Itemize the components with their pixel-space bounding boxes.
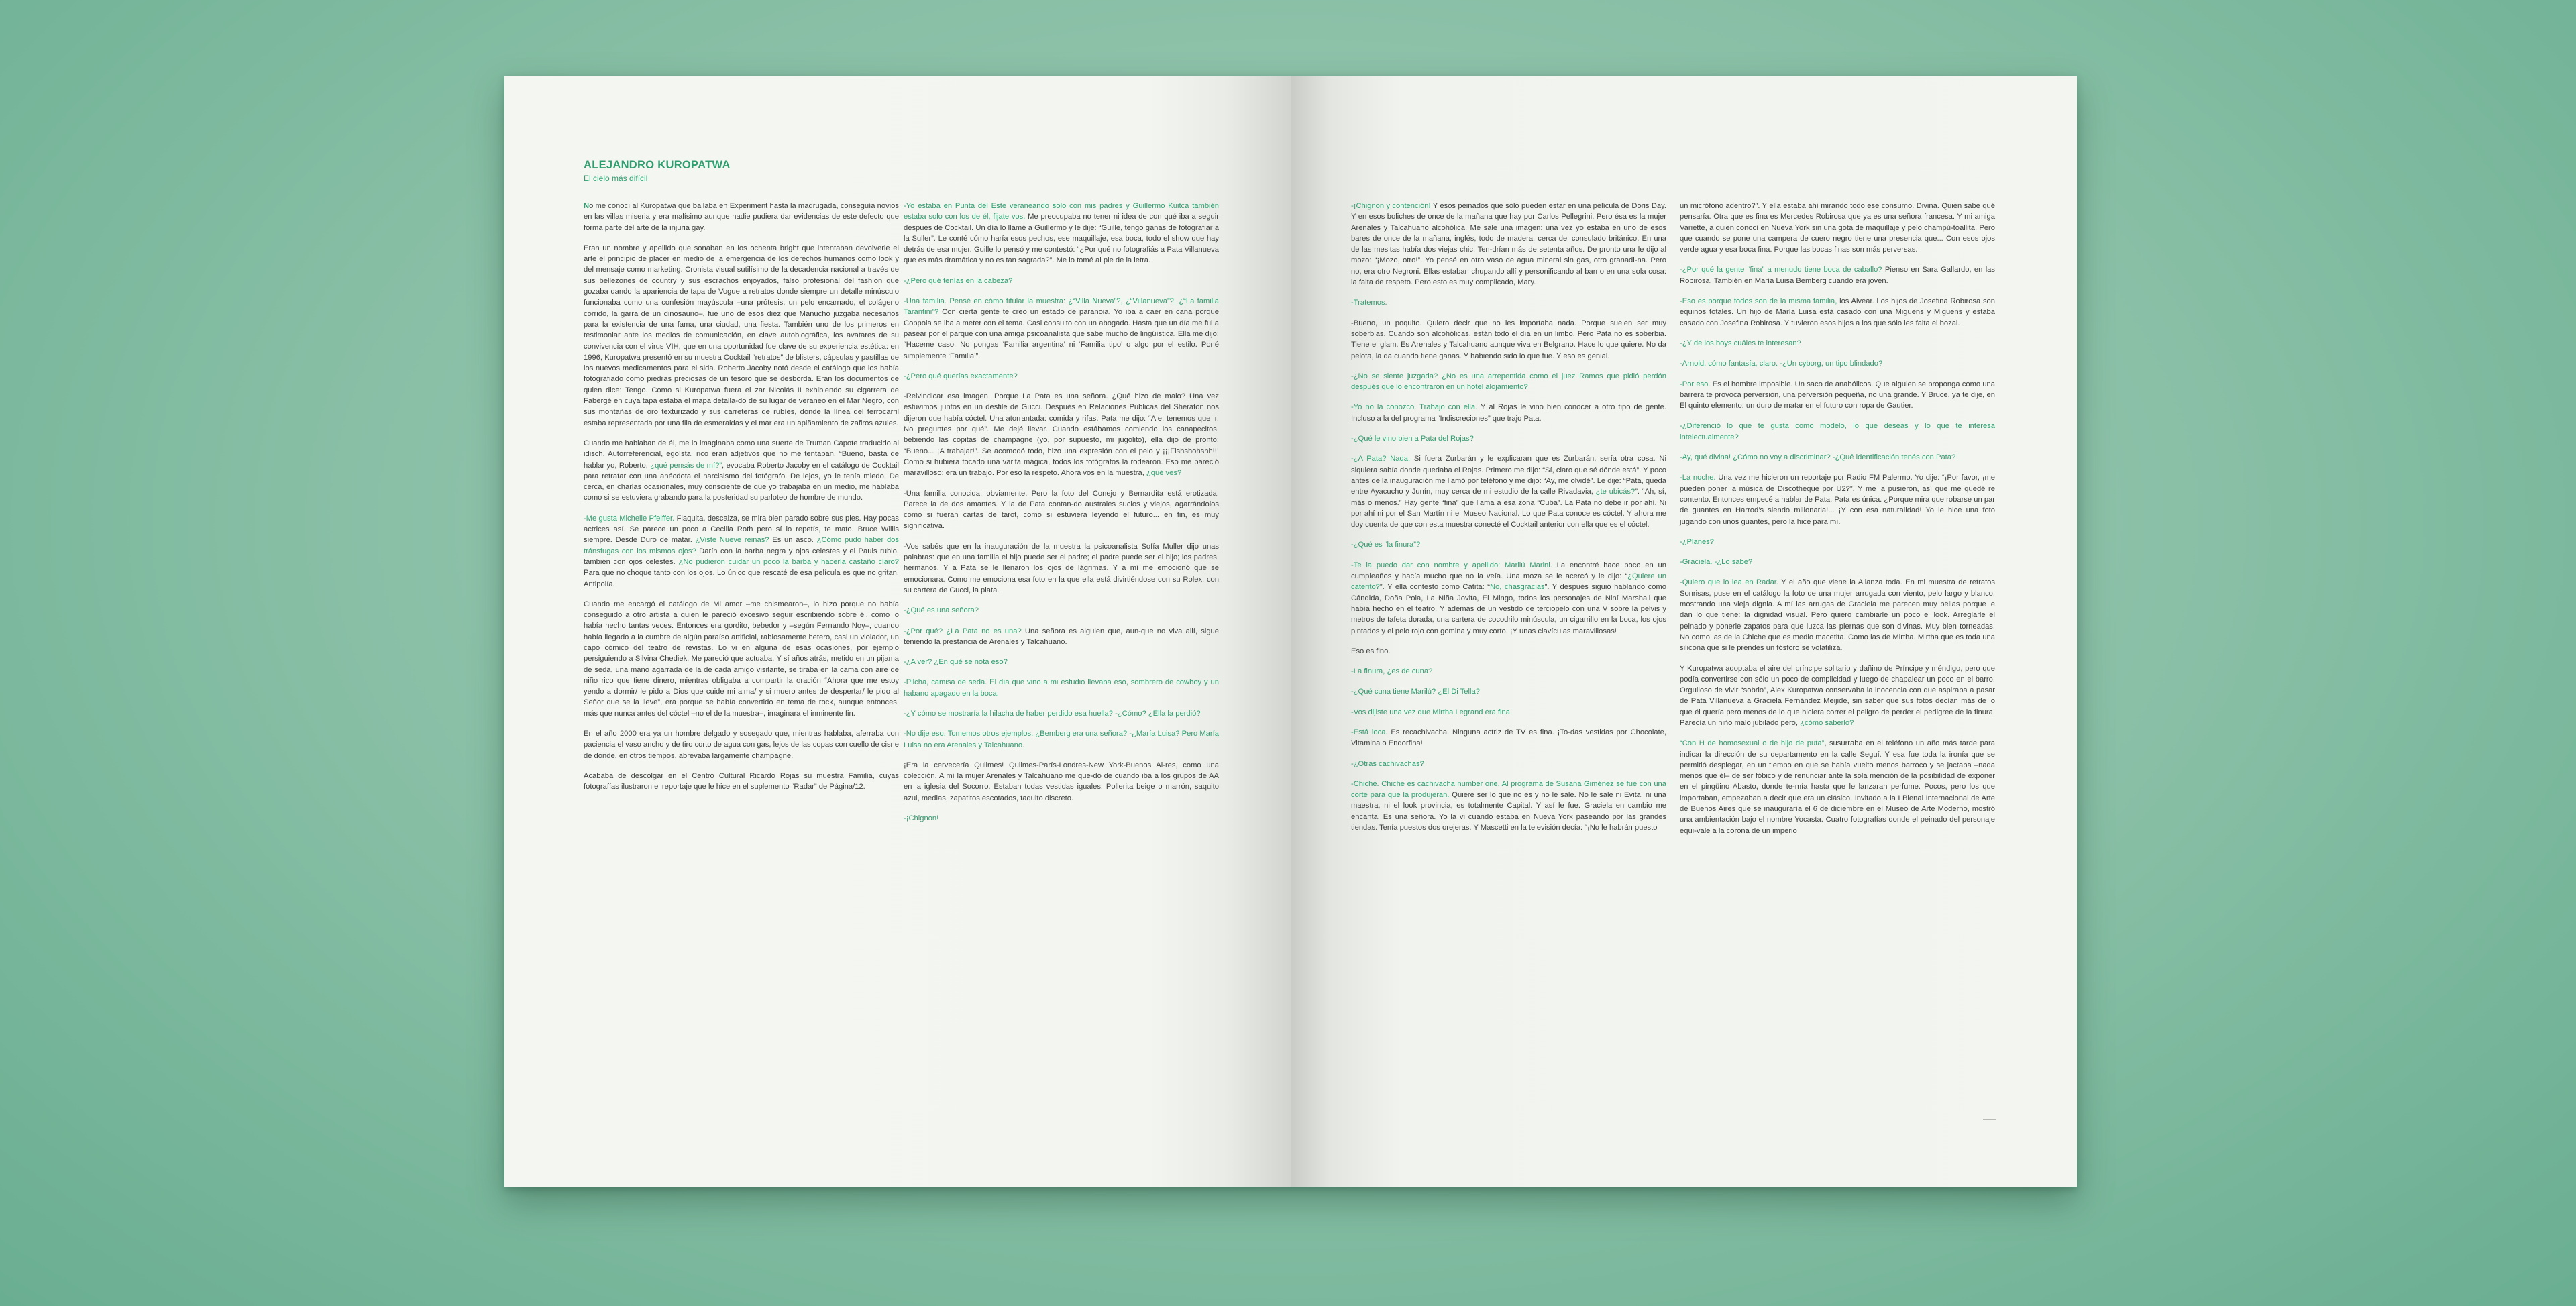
question-text: -¿Otras cachivachas?	[1351, 759, 1424, 768]
paragraph	[1351, 539, 1666, 550]
question-text: -Vos dijiste una vez que Mirtha Legrand era fina.	[1351, 708, 1513, 716]
question-text: -¿Qué es una señora?	[904, 606, 979, 615]
paragraph	[1351, 201, 1666, 288]
article-title: ALEJANDRO KUROPATWA	[584, 159, 731, 171]
body-text: Con cierta gente te creo un estado de paranoia. Yo iba a caer en cana porque Coppola se iba a meter con el tema. Casi consulto con un abogado. Hasta que un día me fui a pasear por el parque con una amiga psicoanalista que sabe mucho de lingüística. Ella me dijo: “Haceme caso. No pongas ‘Familia argentina’ ni ‘Familia tipo’ o algo por el estilo. Poné simplemente ‘Familia’”.	[904, 308, 1219, 360]
paragraph	[1680, 338, 1995, 349]
question-text: -¿Qué es “la finura”?	[1351, 541, 1421, 549]
text-column-1	[584, 201, 899, 802]
magazine-spread	[504, 76, 2077, 1187]
body-text: ”. “Ah, sí, más o menos.” Hay gente “fina” que llama a esa zona “Cuba”. La Pata no debe ir por ahí. Ni por ahí ni por el San Martín ni el Museo Nacional. Lo que Pata conoce es cóctel. Y ahora me doy cuenta de que con esta muestra conecté el Cocktail anterior con ella que es el cóctel.	[1351, 488, 1666, 529]
paragraph	[904, 708, 1219, 719]
paragraph	[1351, 759, 1666, 769]
question-text: “Con H de homosexual o de hijo de puta”	[1680, 739, 1825, 748]
body-text: Y al Rojas le vino bien conocer a otro tipo de gente. Incluso a la del programa “Indiscreciones” que trajo Pata.	[1351, 403, 1666, 423]
paragraph	[1680, 421, 1995, 443]
question-text: -¿Y de los boys cuáles te interesan?	[1680, 339, 1801, 347]
body-text: o me conocí al Kuropatwa que bailaba en Experiment hasta la madrugada, conseguía novios en las villas miseria y era malísimo aunque nadie pudiera dar evidencias de este defecto que forma parte del arte de la injuria gay.	[584, 202, 899, 232]
question-text: ¿te ubicás?	[1595, 488, 1635, 496]
paragraph	[1680, 663, 1995, 729]
article-heading	[584, 158, 899, 184]
paragraph	[1351, 779, 1666, 833]
question-text: -Pilcha, camisa de seda. El día que vino a mi estudio llevaba eso, sombrero de cowboy y un habano apagado en la boca.	[904, 678, 1219, 698]
body-text: ¡Era la cervecería Quilmes! Quilmes-París-Londres-New York-Buenos Ai-res, como una colección. A mí la mujer Arenales y Talcahuano me que-dó de cuando iba a los grupos de AA en la iglesia del Socorro. Estaban todas vestidas iguales. Pollerita beige o marrón, saquito azul, medias, zapatitos escotados, taquito discreto.	[904, 761, 1219, 802]
body-text: Es un asco.	[769, 536, 817, 545]
question-text: -Está loca.	[1351, 728, 1388, 737]
paragraph	[904, 813, 1219, 824]
question-text: -Quiero que lo lea en Radar.	[1680, 578, 1779, 587]
body-text: Me preocupaba no tener ni idea de con qué iba a seguir después de Cocktail. Un día lo llamé a Guillermo y le dije: “Guille, tengo ganas de fotografiar a la Suller”. Le conté cómo haría esos pechos, ese maquillaje, esa boca, todo el show que hay detrás de esa mujer. Guille lo pensó y me contestó: “¿Por qué no fotografiás a Pata Villanueva que es más dramática y no es tan sagrada?”. Me lo tomé al pie de la letra.	[904, 213, 1219, 265]
paragraph	[584, 513, 899, 590]
body-text: Si fuera Zurbarán y le explicaran que es Zurbarán, sería otra cosa. Ni siquiera sabía donde quedaba el Rojas. Primero me dijo: “Sí, claro que sé dónde está”. Y poco antes de la inauguración me llamó por teléfono y me dijo: “Ay, me olvidé”. Le dije: “Pata, queda entre Ayacucho y Junín, muy cerca de mi estudio de la calle Rivadavia,	[1351, 455, 1666, 496]
question-text: -Una familia. Pensé en cómo titular la muestra: ¿“Villa Nueva”?, ¿“Villanueva”?, ¿“La familia Tarantini”?	[904, 297, 1219, 317]
paragraph	[904, 391, 1219, 478]
question-text: -Me gusta Michelle Pfeiffer.	[584, 514, 675, 523]
body-text: Es recachivacha. Ninguna actriz de TV es fina. ¡To-das vestidas por Chocolate, Vitamina o Endorfina!	[1351, 728, 1667, 748]
question-text: -¿Y cómo se mostraría la hilacha de haber perdido esa huella? -¿Cómo? ¿Ella la perdió?	[904, 709, 1201, 718]
question-text: -Graciela. -¿Lo sabe?	[1680, 558, 1753, 567]
question-text: -¿Diferenció lo que te gusta como modelo, lo que deseás y lo que te interesa intelectualmente?	[1680, 422, 1995, 441]
body-text: ”. Y ella contestó como Catita: “	[1379, 583, 1490, 592]
paragraph	[1351, 560, 1666, 637]
paragraph	[1680, 537, 1995, 547]
paragraph	[1680, 452, 1995, 463]
body-text: En el año 2000 era ya un hombre delgado y sosegado que, mientras hablaba, aferraba con paciencia el vaso ancho y de tiro corto de agua con gas, lejos de las copas con cuello de cisne de donde, en otros tiempos, abrevaba largamente champagne.	[584, 730, 899, 760]
article-subtitle: El cielo más difícil	[584, 174, 648, 183]
paragraph	[1351, 707, 1666, 718]
question-text: -Ay, qué divina! ¿Cómo no voy a discriminar? -¿Qué identificación tenés con Pata?	[1680, 453, 1956, 462]
paragraph	[904, 488, 1219, 532]
body-text: Una vez me hicieron un reportaje por Radio FM Palermo. Yo dije: “¡Por favor, ¡me pueden poner la música de Discotheque por U2?”. Y me la pusieron, así que me quedé re contento. Entonces empecé a hablar de Pata. Pata es única. ¿Porque mira que robarse un par de guantes en Harrod’s siendo millonaria!... ¡Y con esa naturalidad! Yo le hice una foto jugando con unos guantes, pero la hice para mí.	[1680, 474, 1995, 526]
question-text: ¿qué pensás de mí?”	[650, 461, 722, 470]
paragraph	[1351, 666, 1666, 677]
body-text: Quiere ser lo que no es y no le sale. No le sale ni Evita, ni una maestra, ni el look provincia, es totalmente Capital. Y así le fue. Graciela en cambio me encanta. Es una señora. Yo la vi cuando estaba en Nueva York paseando por las grandes tiendas. Tenía puestos dos orejeras. Y Mascetti en la televisión decía: “¡No le habrán puesto	[1351, 791, 1666, 832]
body-text: , susurraba en el teléfono un año más tarde para indicar la dirección de su departamento en la calle Seguí. Y esa fue toda la ironía que se permitió desplegar, en un tiempo en que se había vuelto menos barroco y se jactaba –nada menos que él– de ser fóbico y de renunciar ante la sola mención de la posibilidad de exponer en el pingüino Abasto, donde te-mía hasta que le lanzaran perfume. Pocos, pero los que importaban, empezaban a decir que era un clásico. Invitado a la I Bienal Internacional de Arte de Buenos Aires que se inauguraría el 6 de diciembre en el Museo de Arte Moderno, mostró una ambientación bajo el nombre Yocasta. Cuatro fotografías donde el peinado del personaje equi-vale a la corona de un imperio	[1680, 739, 1995, 835]
question-text: ¿qué ves?	[1146, 469, 1182, 478]
question-text: -¿Pero qué querías exactamente?	[904, 372, 1018, 380]
question-text: ¿cómo saberlo?	[1800, 718, 1854, 727]
paragraph	[584, 771, 899, 793]
body-text: Es el hombre imposible. Un saco de anabólicos. Que alguien se proponga como una barrera te provoca perversión, una perversión pequeña, no una grande. Y Bruce, ya te dije, en El quinto elemento: un duro de matar en el futuro con ropa de Gautier.	[1680, 380, 1996, 411]
paragraph	[904, 677, 1219, 699]
question-text: -Por eso.	[1680, 380, 1711, 388]
question-text: ¿Viste Nueve reinas?	[695, 536, 769, 545]
body-text: Eran un nombre y apellido que sonaban en los ochenta bright que intentaban devolverle el arte el principio de placer en medio de la emergencia de los derechos humanos como look y del mensaje como marketing. Cronista visual sutilísimo de la decadencia nacional a través de sus bellezones de country y sus escrachos enjoyados, falso profesional del fashion que gozaba dando la apariencia de tapa de Vogue a retratos donde siempre un detalle minúsculo funcionaba como una confesión mayúscula –una prótesis, un pelo encarnado, el colágeno corrido, la garra de un dinosaurio–, fue uno de esos diez que Manucho juzgaba necesarios para la existencia de una fama, una ciudad, una fiesta. También uno de los primeros en testimoniar ante los medios de comunicación, en clave autobiográfica, los avatares de su convivencia con el virus VIH, que en una oportunidad fue clave de su experiencia estética: en 1996, Kuropatwa presentó en su muestra Cocktail “retratos” de blisters, cápsulas y pastillas de los nuevos medicamentos para el sida. Roberto Jacoby notó desde el catálogo que los había fotografiado como piedras preciosas de un tesoro que se desborda. Eran los documentos de quien dice: Tengo. Como si Kuropatwa fuera el zar Nicolás II exhibiendo su cigarrera de Fabergé en cuya tapa estaba el mapa detalla-do de su lugar de veraneo en el Mar Negro, con sus montañas de oro texturizado y sus carreteras de rubíes, donde la línea del ferrocarril estaba representada por una fila de esmeraldas y el mar era un apiñamiento de zafiros azules.	[584, 243, 899, 427]
paragraph	[1351, 402, 1666, 424]
paragraph	[904, 728, 1219, 751]
text-column-2	[904, 201, 1219, 833]
paragraph	[584, 243, 899, 429]
question-text: -¿Por qué? ¿La Pata no es una?	[904, 627, 1022, 635]
paragraph	[1351, 297, 1666, 308]
question-text: -¿No se siente juzgada? ¿No es una arrepentida como el juez Ramos que pidió perdón después que lo encontraron en un hotel alojamiento?	[1351, 372, 1666, 392]
paragraph	[1351, 646, 1666, 657]
body-text: Para que no choque tanto con los ojos. Lo único que rescaté de esa película es que no gritan. Antipolía.	[584, 569, 899, 588]
question-text: -La finura, ¿es de cuna?	[1351, 667, 1433, 676]
paragraph	[584, 728, 899, 761]
paragraph	[1680, 557, 1995, 567]
question-text: -¿Planes?	[1680, 537, 1714, 546]
body-text: , evocaba Roberto Jacoby en el catálogo de Cocktail para retratar con una anécdota el narcisismo del fotógrafo. De lejos, yo le tenía miedo. De cerca, en charlas ocasionales, muy consciente de que yo trabajaba en un medio, me hablaba como si se estuviera grabando para la posteridad su parloteo de hombre de mundo.	[584, 461, 899, 502]
question-text: -Yo no la conozco. Trabajo con ella.	[1351, 403, 1478, 412]
body-text: Eso es fino.	[1351, 647, 1391, 655]
paragraph	[904, 371, 1219, 382]
question-text: ¿Quiere un caterito?	[1351, 572, 1667, 592]
body-text: Una señora es alguien que, aun-que no viva allí, sigue teniendo la prestancia de Arenales y Talcahuano.	[904, 627, 1219, 646]
paragraph	[1351, 727, 1666, 749]
question-text: -¿Qué cuna tiene Marilú? ¿El Di Tella?	[1351, 688, 1480, 696]
paragraph	[904, 626, 1219, 648]
body-text: Y el año que viene la Alianza toda. En mi muestra de retratos Sonrisas, puse en el catálogo la foto de una mujer arrugada con viento, pelo largo y blanco, mostrando una vieja dignia. A mí las arrugas de Graciela me parecen muy bellas porque le dan lo que tiene: la dignidad visual. Pero quiero cambiarle un poco el look. Arreglarle el peinado y ponerle zapatos para que luzca las piernas que son divinas. Muy bien torneadas. No como las de la Chiche que es medio macetita. Como las de Mirtha. Mirtha que es toda una silicona que si le prendés un fósforo se volatiliza.	[1680, 578, 1995, 653]
text-column-4	[1680, 201, 1995, 846]
paragraph	[1680, 264, 1995, 286]
question-text: -¡Chignon!	[904, 814, 939, 823]
paragraph	[1680, 201, 1995, 255]
question-text: ¿Cómo pudo haber dos tránsfugas con los mismos ojos?	[584, 536, 899, 555]
question-text: -No dije eso. Tomemos otros ejemplos. ¿Bemberg era una señora? -¿María Luisa? Pero María Luisa no era Arenales y Talcahuano.	[904, 730, 1219, 749]
question-text: -¿A Pata? Nada.	[1351, 455, 1411, 464]
paragraph	[1351, 686, 1666, 697]
paragraph	[904, 296, 1219, 362]
paragraph	[1680, 358, 1995, 369]
paragraph	[1680, 296, 1995, 329]
question-text: ¿No pudieron cuidar un poco la barba y hacerla castaño claro?	[678, 557, 899, 566]
paragraph	[1680, 379, 1995, 412]
paragraph	[904, 541, 1219, 596]
paragraph	[584, 599, 899, 719]
paragraph	[904, 657, 1219, 667]
body-text: -Reivindicar esa imagen. Porque La Pata es una señora. ¿Qué hizo de malo? Una vez estuvimos juntos en un desfile de Gucci. Después en Relaciones Públicas del Sheraton nos dijeron que había cóctel. Una atorrantada: comida y rifas. Pata me dijo: “Ale, tenemos que ir. No preguntes por qué”. Me dejé llevar. Cuando estábamos comiendo los canapecitos, bebiendo las copitas de champagne (yo, por supuesto, mi jugolito), ella dijo de pronto: “Bueno... ¡A trabajar!”. Se acomodó todo, hizo una expresión con el pelo y ¡¡¡Flshshohshh!!! Como si hubiera tocado una varita mágica, todos los fotógrafos la rodearon. Eso me pareció maravilloso: era un trabajo. Por eso la respeto. Ahora vos en la muestra,	[904, 392, 1219, 478]
paragraph	[904, 760, 1219, 804]
question-text: -¿Por qué la gente “fina” a menudo tiene boca de caballo?	[1680, 266, 1882, 274]
paragraph	[584, 201, 899, 233]
body-text: La encontré hace poco en un cumpleaños y hacía mucho que no la veía. Una moza se le acercó y le dijo: “	[1351, 561, 1666, 581]
body-text: Y Kuropatwa adoptaba el aire del príncipe solitario y dañino de Príncipe y méndigo, pero que podía convertirse con sólo un poco de complicidad y luego de chapalear un poco en el barro. Orgulloso de vivir “sobrio”, Alex Kuropatwa conservaba la inocencia con que aspiraba a pasar de Pata Villanueva a Graciela Fernández Meijide, sin saber que sus fotos decían más de lo que él quería pero menos de lo que hiciera correr el peligro de perder el pedigree de la finura. Parecía un niño malo jubilado pero,	[1680, 664, 1995, 727]
body-text: -Vos sabés que en la inauguración de la muestra la psicoanalista Sofía Muller dijo unas palabras: que en una familia el hijo puede ser el padre; el padre puede ser el hijo; los padres, hermanos. Y a Pata se le llenaron los ojos de lágrimas. Y a mí me emocionó que se emocionara. Como me emociona esa foto en la que ella está divirtiéndose con su Rolex, con su cartera de Gucci, la plata.	[904, 542, 1219, 594]
paragraph	[1351, 433, 1666, 444]
body-text: un micrófono adentro?”. Y ella estaba ahí mirando todo ese consumo. Divina. Quién sabe qué pensaría. Otra que es fina es Mercedes Robirosa que ya es una señora francesa. Y mi amiga Variette, a quien conocí en Nueva York sin una gota de maquillaje y pelo champú-toallita. Pero que cuando se pone una campera de cuero negro tiene una presencia que... Con esos ojos verde agua y esa boca fina. Porque las bocas finas son más perversas.	[1680, 202, 1995, 254]
paragraph	[904, 201, 1219, 266]
page-folio-rule	[1983, 1119, 1996, 1120]
body-text: -Una familia conocida, obviamente. Pero la foto del Conejo y Bernardita está erotizada. Parece la de dos amantes. Y la de Pata contan-do australes sucios y viejos, agarrándolos como si fueran cartas de tarot, como si estuviera leyendo el futuro... en fin, es muy significativa.	[904, 489, 1219, 531]
paragraph	[1351, 371, 1666, 393]
question-text: -¿Qué le vino bien a Pata del Rojas?	[1351, 435, 1474, 443]
question-text: No, chasgracias	[1490, 583, 1545, 592]
paragraph	[1351, 318, 1666, 362]
paragraph	[1680, 738, 1995, 836]
question-text: -¿Pero qué tenías en la cabeza?	[904, 276, 1013, 285]
body-text: Flaquita, descalza, se mira bien parado sobre sus pies. Hay pocas actrices así. Se parece un poco a Cecilia Roth pero sí lo repetís, te mato. Bruce Willis siempre. Desde Duro de matar.	[584, 514, 899, 545]
paragraph	[1351, 453, 1666, 530]
question-text: -Tratemos.	[1351, 298, 1387, 307]
body-text: los Alvear. Los hijos de Josefina Robirosa son equinos totales. Un hijo de María Luisa está casado con una Miguens y Miguens y estaba casado con Josefina Robirosa. Y tuvieron esos hijos a los que sólo les falta el bozal.	[1680, 297, 1995, 327]
question-text: -Yo estaba en Punta del Este veraneando solo con mis padres y Guillermo Kuitca también estaba solo con los de él, fijate vos.	[904, 202, 1219, 221]
left-page	[504, 76, 1291, 1187]
question-text: -¡Chignon y contención!	[1351, 202, 1431, 210]
body-text: Y esos peinados que sólo pueden estar en una película de Doris Day. Y en esos boliches de once de la mañana que hay por Carlos Pellegrini. Pero ésa es la mujer Arenales y Talcahuano alcohólica. Me sale una imagen: una vez yo estaba en uno de esos bares de once de la mañana, inglés, todo de madera, cerca del consulado británico. En una de las mesitas había dos viejas chic. Ten-drían más de setenta años. De pronto una le dijo al mozo: “¡Mozo, otro!”. Yo pensé en otro vaso de agua mineral sin gas, otro granadi-na. Pero no, era otro Negroni. Ellas estaban chupando allí y personificando al barrio en una sola cosa: la falta de respeto. Pero esto es muy complicado, Mary.	[1351, 202, 1666, 287]
body-text: -Bueno, un poquito. Quiero decir que no les importaba nada. Porque suelen ser muy soberbias. Cuando son alcohólicas, están todo el día en un limbo. Pero Pata no es soberbia. Tiene el glam. Es Arenales y Talcahuano aunque viva en Belgrano. Hace lo que quiere. No da pelota, la da cuando tiene ganas. Y habiendo sido lo que fue. Y eso es genial.	[1351, 319, 1666, 360]
right-page	[1291, 76, 2077, 1187]
paragraph	[904, 605, 1219, 616]
drop-initial: N	[584, 202, 590, 210]
paragraph	[584, 438, 899, 504]
body-text: Pienso en Sara Gallardo, en las Robirosa. También en María Luisa Bemberg cuando era joven.	[1680, 266, 1995, 285]
question-text: -Te la puedo dar con nombre y apellido: Marilú Marini.	[1351, 561, 1552, 569]
paragraph	[1680, 577, 1995, 653]
question-text: -Chiche. Chiche es cachivacha number one. Al programa de Susana Giménez se fue con una corte para que la produjeran.	[1351, 779, 1666, 800]
question-text: -Eso es porque todos son de la misma familia,	[1680, 297, 1837, 306]
body-text: Cuando me encargó el catálogo de Mi amor –me chismearon–, lo hizo porque no había conseguido a otro artista a quien le pareció excesivo seguir escribiendo sobre él, como lo había hecho tantas veces. Entonces era gordito, bebedor y –según Fernando Noy–, cuando había llegado a la cumbre de algún paraíso artificial, rabiosamente hetero, casi un violador, un capo cómico del teatro de revistas. Lo vi en alguna de esas ocasiones, por ejemplo persiguiendo a Silvina Chediek. Me pareció que actuaba. Y sí años atrás, metido en un pijama de seda, una mano agarrada de la de cada amigo visitante, se tiraba en la cama con aire de niño rico que tiene dinero, mientras obligaba a compartir la oración “Ahora que me estoy yendo a dormir/ le pido a Dios que cuide mi alma/ y si muero antes de despertar/ le pido al Señor que se la lleve”, era porque se había convertido en tema de rock, aunque entonces, más que nunca antes del cóctel –no el de la muestra–, imaginara el inminente fin.	[584, 600, 899, 718]
body-text: Darín con la barba negra y ojos celestes y el Pauls rubio, también con ojos celestes.	[584, 547, 899, 566]
text-column-3	[1351, 201, 1666, 842]
body-text: Acababa de descolgar en el Centro Cultural Ricardo Rojas su muestra Familia, cuyas fotografías ilustraron el reportaje que le hice en el suplemento “Radar” de Página/12.	[584, 771, 899, 792]
body-text: Cuando me hablaban de él, me lo imaginaba como una suerte de Truman Capote traducido al idisch. Autorreferencial, egoísta, rico eran adjetivos que no me tentaban. “Bueno, basta de hablar yo, Roberto,	[584, 439, 899, 470]
body-text: ”. Y después siguió hablando como Cándida, Doña Pola, La Niña Jovita, El Mingo, todos los personajes de Niní Marshall que había hecho en el teatro. Y además de un vestido de terciopelo con una V sobre la pelvis y metros de tafeta dorada, una cartera de cocodrilo minúscula, un cigarrillo en la boca, los ojos pintados y el pelo rojo con gomina y muy corto. ¡Y unas clavículas maravillosas!	[1351, 583, 1666, 635]
paragraph	[904, 276, 1219, 286]
question-text: -La noche.	[1680, 474, 1716, 482]
paragraph	[1680, 472, 1995, 527]
question-text: -Arnold, cómo fantasía, claro. -¿Un cyborg, un tipo blindado?	[1680, 360, 1883, 368]
question-text: -¿A ver? ¿En qué se nota eso?	[904, 658, 1008, 667]
